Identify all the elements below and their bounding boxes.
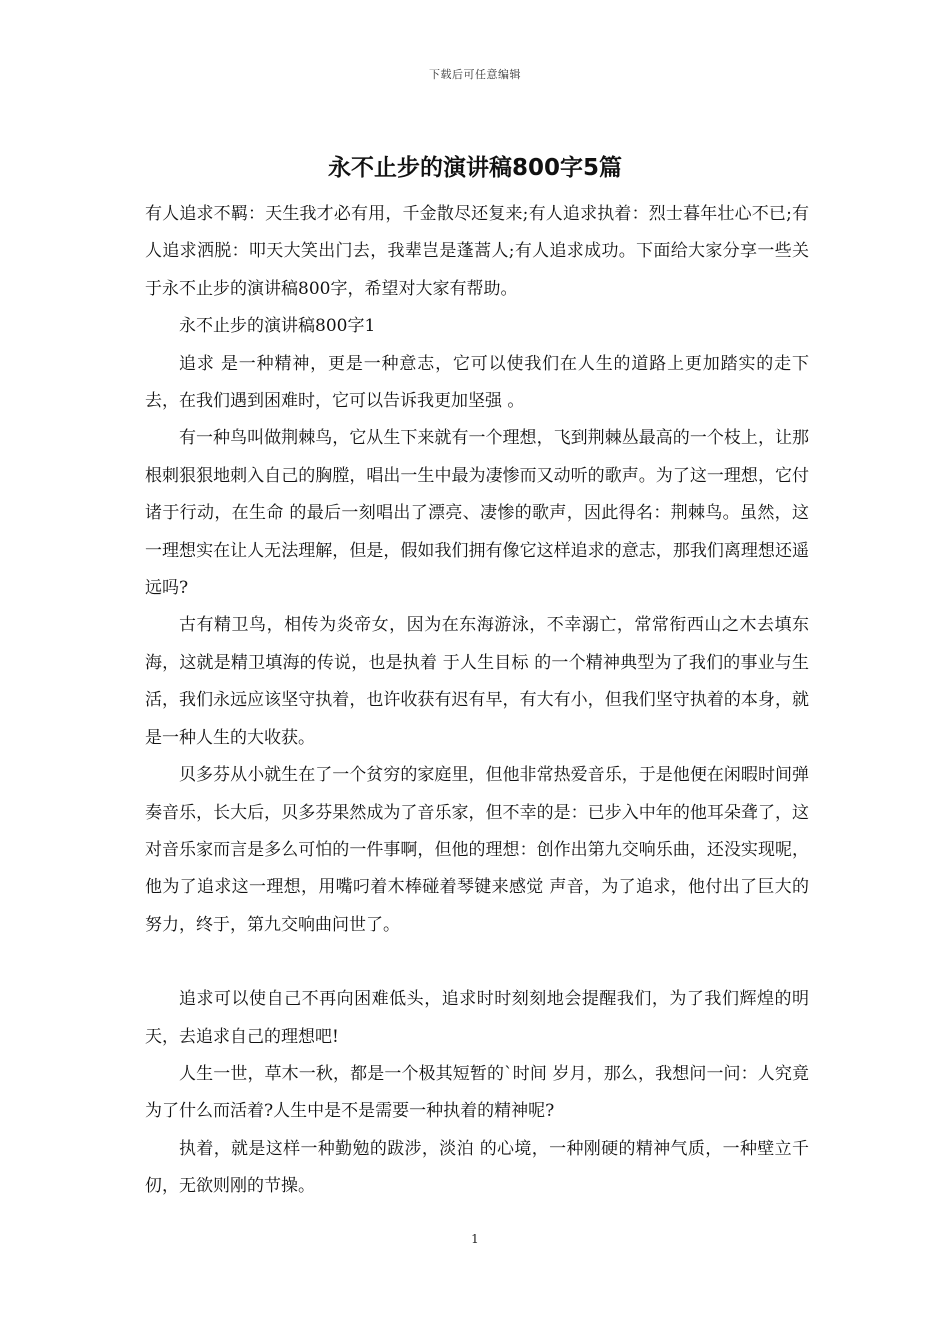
document-title: 永不止步的演讲稿800字5篇 bbox=[327, 155, 622, 181]
body-paragraph: 追求 是一种精神，更是一种意志，它可以使我们在人生的道路上更加踏实的走下去，在我们遇到困难时，它可以告诉我更加坚强 。 bbox=[145, 353, 809, 412]
body-paragraph: 古有精卫鸟，相传为炎帝女，因为在东海游泳，不幸溺亡，常常衔西山之木去填东海，这就是精卫填海的传说，也是执着 于人生目标 的一个精神典型为了我们的事业与生活，我们永远应该坚守执着，也许收获有迟有早，有大有小，但我们坚守执着的本身，就是一种人生的大收获。 bbox=[145, 615, 809, 748]
body-paragraph: 人生一世，草木一秋，都是一个极其短暂的`时间 岁月，那么，我想问一问：人究竟为了什么而活着?人生中是不是需要一种执着的精神呢? bbox=[145, 1063, 809, 1122]
intro-paragraph: 有人追求不羁：天生我才必有用，千金散尽还复来;有人追求执着：烈士暮年壮心不已;有人追求洒脱：叩天大笑出门去，我辈岂是蓬蒿人;有人追求成功。下面给大家分享一些关于永不止步的演讲稿800字，希望对大家有帮助。 bbox=[145, 204, 809, 299]
body-paragraph: 执着，就是这样一种勤勉的跋涉，淡泊 的心境，一种刚硬的精神气质，一种壁立千仞，无欲则刚的节操。 bbox=[145, 1138, 809, 1197]
document-body bbox=[145, 196, 809, 1206]
page-header: 下载后可任意编辑 bbox=[429, 68, 521, 81]
body-paragraph: 有一种鸟叫做荆棘鸟，它从生下来就有一个理想，飞到荆棘丛最高的一个枝上，让那根刺狠狠地刺入自己的胸膛，唱出一生中最为凄惨而又动听的歌声。为了这一理想，它付诸于行动，在生命 的最后一刻唱出了漂亮、凄惨的歌声，因此得名：荆棘鸟。虽然，这一理想实在让人无法理解，但是，假如我们拥有像它这样追求的意志，那我们离理想还遥远吗? bbox=[145, 428, 809, 599]
page-number: 1 bbox=[471, 1232, 479, 1246]
paragraph-gap bbox=[145, 944, 809, 981]
section-heading: 永不止步的演讲稿800字1 bbox=[179, 316, 376, 337]
body-paragraph: 追求可以使自己不再向困难低头，追求时时刻刻地会提醒我们，为了我们辉煌的明天，去追求自己的理想吧! bbox=[145, 989, 809, 1047]
body-paragraph: 贝多芬从小就生在了一个贫穷的家庭里，但他非常热爱音乐，于是他便在闲暇时间弹奏音乐，长大后，贝多芬果然成为了音乐家，但不幸的是：已步入中年的他耳朵聋了，这对音乐家而言是多么可怕的一件事啊，但他的理想：创作出第九交响乐曲，还没实现呢，他为了追求这一理想，用嘴叼着木棒碰着琴键来感觉 声音，为了追求，他付出了巨大的努力，终于，第九交响曲问世了。 bbox=[145, 765, 809, 935]
